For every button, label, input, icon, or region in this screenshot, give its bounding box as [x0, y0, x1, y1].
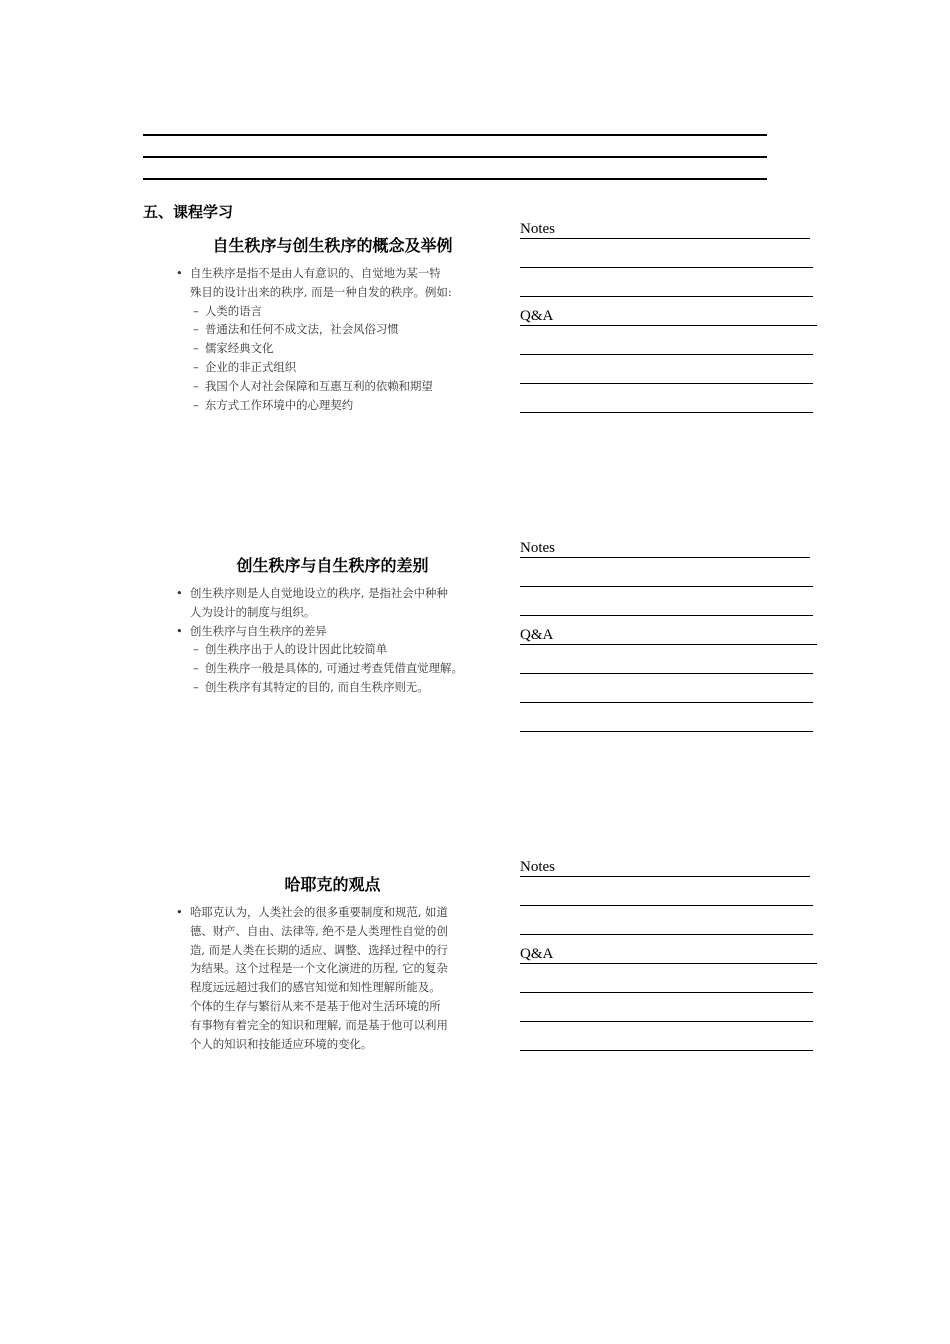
qa-field[interactable] — [520, 297, 820, 326]
bullet-item: • 创生秩序与自生秩序的差异 — [170, 622, 495, 641]
qa-line[interactable] — [520, 355, 820, 384]
notes-line[interactable] — [520, 906, 820, 935]
bullet-continuation: 造, 而是人类在长期的适应、调整、选择过程中的行 — [190, 942, 448, 957]
qa-underline — [520, 731, 813, 732]
section-heading: 五、课程学习 — [143, 203, 234, 221]
qa-field[interactable] — [520, 616, 820, 645]
notes-label: Notes — [520, 540, 555, 556]
qa-line[interactable] — [520, 964, 820, 993]
slide-title: 自生秩序与创生秩序的概念及举例 — [212, 236, 453, 255]
notes-line[interactable] — [520, 587, 820, 616]
sub-item-text: 普通法和任何不成文法，社会风俗习惯 — [205, 322, 399, 337]
slide-content — [170, 903, 495, 1053]
slide-title: 哈耶克的观点 — [284, 875, 381, 894]
bullet-continuation: 为结果。这个过程是一个文化演进的历程, 它的复杂 — [190, 961, 448, 976]
sub-item-text: 创生秩序出于人的设计因此比较简单 — [205, 642, 388, 657]
bullet-item: • 创生秩序则是人自觉地设立的秩序, 是指社会中种种 — [170, 584, 495, 603]
notes-label: Notes — [520, 859, 555, 875]
slide-1 — [170, 233, 495, 414]
bullet-continuation: 个人的知识和技能适应环境的变化。 — [190, 1036, 373, 1051]
slide-content — [170, 264, 495, 414]
notes-line[interactable] — [520, 877, 820, 906]
notes-field[interactable] — [520, 210, 820, 239]
notes-label: Notes — [520, 221, 555, 237]
sub-item-text: 儒家经典文化 — [205, 341, 274, 356]
sub-item — [170, 339, 495, 358]
qa-line[interactable] — [520, 326, 820, 355]
qa-line[interactable] — [520, 1022, 820, 1051]
qa-label: Q&A — [520, 627, 554, 643]
sub-item — [170, 320, 495, 339]
bullet-item: • 自生秩序是指不是由人有意识的、自觉地为某一特 — [170, 264, 495, 283]
bullet-item: • 哈耶克认为，人类社会的很多重要制度和规范, 如道 — [170, 903, 495, 922]
qa-line[interactable] — [520, 993, 820, 1022]
bullet-continuation: 程度远远超过我们的感官知觉和知性理解所能及。 — [190, 980, 441, 995]
qa-line[interactable] — [520, 674, 820, 703]
qa-underline — [520, 412, 813, 413]
sub-item-text: 东方式工作环境中的心理契约 — [205, 397, 354, 412]
sub-item — [170, 640, 495, 659]
qa-line[interactable] — [520, 645, 820, 674]
qa-line[interactable] — [520, 703, 820, 732]
sub-item-text: 我国个人对社会保障和互惠互利的依赖和期望 — [205, 378, 433, 393]
notes-field[interactable] — [520, 848, 820, 877]
notes-block-1 — [520, 210, 820, 413]
sub-item-text: 创生秩序有其特定的目的, 而自生秩序则无。 — [205, 679, 429, 694]
sub-item — [170, 396, 495, 415]
qa-label: Q&A — [520, 946, 554, 962]
notes-line[interactable] — [520, 268, 820, 297]
notes-line[interactable] — [520, 239, 820, 268]
sub-item — [170, 659, 495, 678]
slide-3 — [170, 872, 495, 1053]
answer-line-1 — [143, 134, 767, 136]
bullet-continuation: 殊目的设计出来的秩序, 而是一种自发的秩序。例如: — [190, 284, 452, 299]
notes-block-2 — [520, 529, 820, 732]
bullet-continuation: 有事物有着完全的知识和理解, 而是基于他可以利用 — [190, 1017, 448, 1032]
notes-field[interactable] — [520, 529, 820, 558]
sub-item — [170, 358, 495, 377]
bullet-continuation: 德、财产、自由、法律等, 绝不是人类理性自觉的创 — [190, 923, 448, 938]
answer-line-3 — [143, 178, 767, 180]
qa-line[interactable] — [520, 384, 820, 413]
notes-line[interactable] — [520, 558, 820, 587]
notes-block-3 — [520, 848, 820, 1051]
sub-item-text: 创生秩序一般是具体的, 可通过考查凭借直觉理解。 — [205, 661, 463, 676]
qa-field[interactable] — [520, 935, 820, 964]
sub-item — [170, 377, 495, 396]
sub-item — [170, 302, 495, 321]
qa-underline — [520, 1050, 813, 1051]
qa-label: Q&A — [520, 308, 554, 324]
slide-2 — [170, 553, 495, 697]
slide-title: 创生秩序与自生秩序的差别 — [236, 556, 429, 575]
sub-item — [170, 678, 495, 697]
bullet-continuation: 人为设计的制度与组织。 — [190, 604, 316, 619]
sub-item-text: 人类的语言 — [205, 303, 262, 318]
sub-item-text: 企业的非正式组织 — [205, 359, 297, 374]
bullet-continuation: 个体的生存与繁衍从来不是基于他对生活环境的所 — [190, 998, 441, 1013]
answer-line-2 — [143, 156, 767, 158]
slide-content — [170, 584, 495, 697]
